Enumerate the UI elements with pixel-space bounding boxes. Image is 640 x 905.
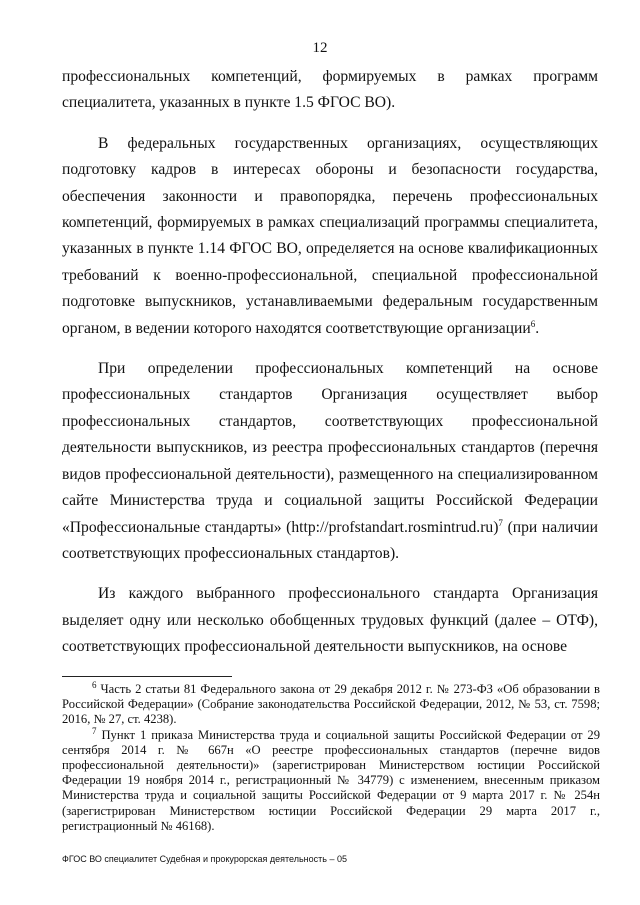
paragraph-2-end: . (535, 319, 540, 337)
paragraph-1: профессиональных компетенций, формируемых в рамках программ специалитета, указанных в пункте 1.5 ФГОС ВО). (62, 68, 598, 112)
main-text (62, 64, 598, 661)
page-number: 12 (312, 40, 328, 56)
paragraph-2 (62, 131, 598, 342)
paragraph-4: Из каждого выбранного профессионального стандарта Организация выделяет одну или несколько обобщенных трудовых функций (далее – ОТФ), соответствующих профессиональной деятельности выпускников, на основе (62, 585, 598, 656)
paragraph-3 (62, 356, 598, 567)
footnote-6 (62, 679, 600, 728)
footnote-ref-7: 7 (498, 517, 503, 528)
footnote-divider (62, 676, 232, 677)
paragraph-3-tail: (при наличии соответствующих профессиональных стандартов). (62, 518, 598, 562)
paragraph-3-text: При определении профессиональных компетенций на основе профессиональных стандартов Организация осуществляет выбор профессиональных стандартов, соответствующих профессиональной деятельности выпускников, из реестра профессиональных стандартов (перечня видов профессиональной деятельности), размещенного на специализированном сайте Министерства труда и социальной защиты Российской Федерации «Профессиональные стандарты» (http://profstandart.rosmintrud.ru) (62, 360, 598, 536)
footnote-ref-6: 6 (530, 318, 536, 329)
footnote-7-mark: 7 (92, 725, 97, 736)
page-footer: ФГОС ВО специалитет Судебная и прокурорская деятельность – 05 (62, 854, 347, 864)
footnote-6-text: Часть 2 статьи 81 Федерального закона от 29 декабря 2012 г. № 273-ФЗ «Об образовании в Российской Федерации» (Собрание законодательства Российской Федерации, 2012, № 53, ст. 7598; 2016, № 27, ст. 4238). (62, 682, 600, 727)
footnotes (62, 679, 600, 834)
paragraph-2-text: В федеральных государственных организациях, осуществляющих подготовку кадров в интересах обороны и безопасности государства, обеспечения законности и правопорядка, перечень профессиональных компетенций, формируемых в рамках специализаций программы специалитета, указанных в пункте 1.14 ФГОС ВО, определяется на основе квалификационных требований к военно-профессиональной, специальной профессиональной подготовке выпускников, устанавливаемыми федеральным государственным органом, в ведении которого находятся соответствующие организации (62, 134, 598, 337)
footnote-6-mark: 6 (92, 679, 97, 690)
footnote-7-text: Пункт 1 приказа Министерства труда и социальной защиты Российской Федерации от 29 сентября 2014 г. № 667н «О реестре профессиональных стандартов (перечне видов профессиональной деятельности)» (зарегистрирован Министерством юстиции Российской Федерации 19 ноября 2014 г., регистрационный № 34779) с изменением, внесенным приказом Министерства труда и социальной защиты Российской Федерации от 9 марта 2017 г. № 254н (зарегистрирован Министерством юстиции Российской Федерации 29 марта 2017 г., регистрационный № 46168). (62, 727, 600, 833)
footnote-7 (62, 725, 600, 834)
